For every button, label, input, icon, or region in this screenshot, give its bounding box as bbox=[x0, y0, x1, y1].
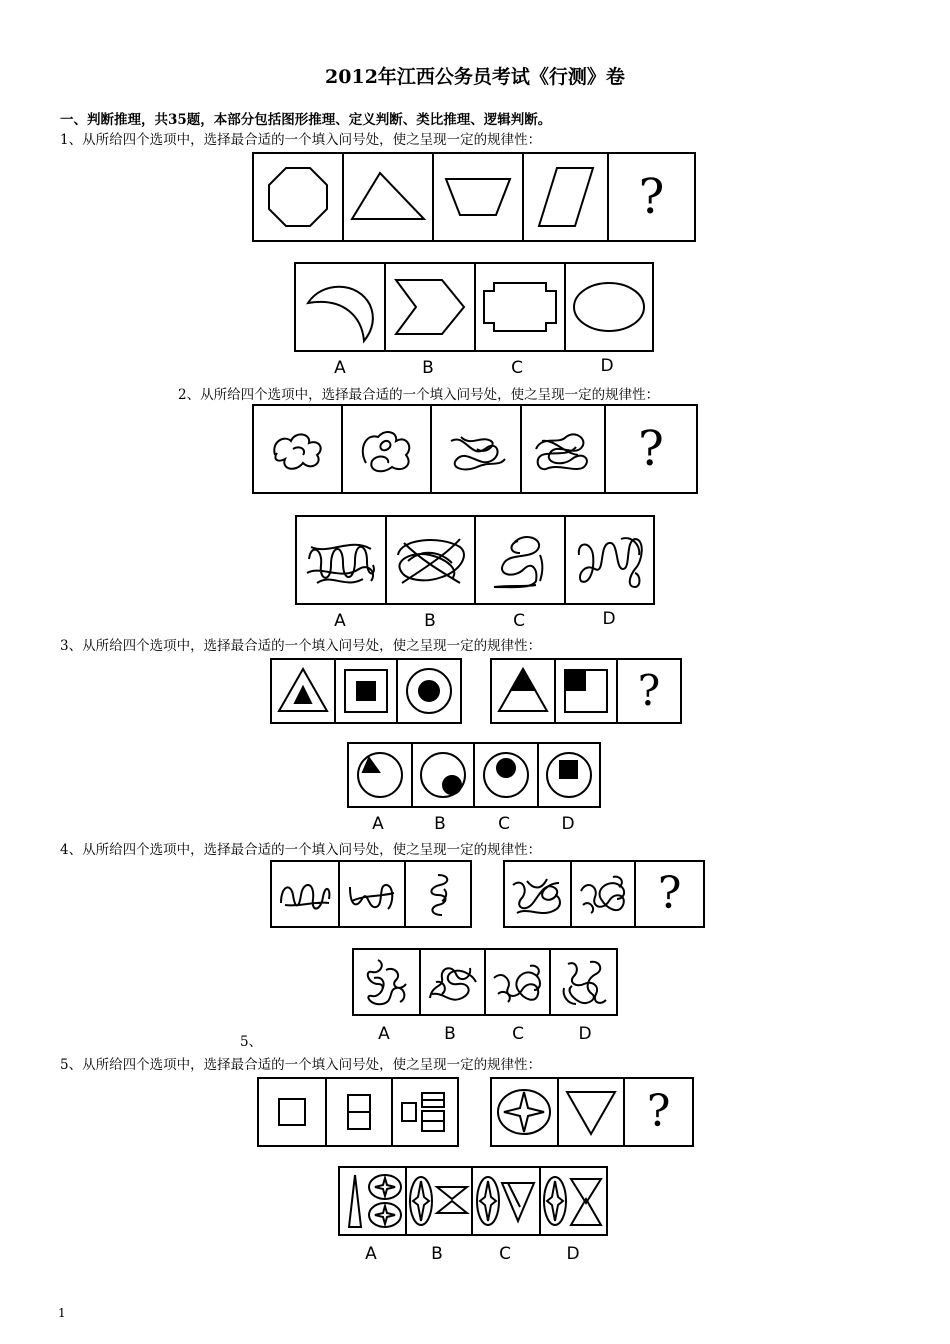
option-a-tangled-curve[interactable] bbox=[297, 517, 387, 603]
triangle-figure bbox=[344, 154, 434, 240]
option-a-crescent[interactable] bbox=[296, 264, 386, 350]
question-5-group-1 bbox=[257, 1077, 459, 1147]
option-c-tangled-curve[interactable] bbox=[476, 517, 566, 603]
option-a-label: A bbox=[365, 1244, 377, 1264]
option-d-circle-with-square[interactable] bbox=[539, 744, 599, 806]
question-mark-cell bbox=[606, 406, 696, 492]
question-5-options bbox=[338, 1166, 608, 1236]
option-d-label: D bbox=[602, 609, 616, 629]
curve-figure-1 bbox=[272, 862, 340, 926]
question-2-options bbox=[295, 515, 655, 605]
question-1-text: 1、从所给四个选项中，选择最合适的一个填入问号处，使之呈现一定的规律性： bbox=[60, 132, 542, 148]
option-a-tangled-curve[interactable] bbox=[354, 950, 421, 1014]
question-2-text: 2、从所给四个选项中，选择最合适的一个填入问号处，使之呈现一定的规律性： bbox=[178, 387, 660, 403]
mouth-character-figure bbox=[259, 1079, 327, 1145]
question-mark-cell bbox=[636, 862, 703, 926]
curve-figure-3 bbox=[432, 406, 521, 492]
question-4-options bbox=[352, 948, 618, 1016]
option-d-label: D bbox=[578, 1024, 592, 1044]
question-5-group-2 bbox=[490, 1077, 694, 1147]
question-mark: ? bbox=[638, 421, 664, 477]
option-c-tangled-curve[interactable] bbox=[486, 950, 551, 1014]
question-4-group-1 bbox=[270, 860, 472, 928]
curve-figure-3 bbox=[406, 862, 470, 926]
option-c-notched-rectangle[interactable] bbox=[476, 264, 566, 350]
question-2-sequence bbox=[252, 404, 698, 494]
option-b-circle-with-dot[interactable] bbox=[413, 744, 475, 806]
option-b-tangled-curve[interactable] bbox=[387, 517, 477, 603]
curve-figure-1 bbox=[254, 406, 343, 492]
stray-question-number: 5、 bbox=[240, 1034, 263, 1050]
option-b-figure[interactable] bbox=[407, 1168, 473, 1234]
question-3-options bbox=[347, 742, 601, 808]
question-mark: ? bbox=[646, 1086, 671, 1137]
parallelogram-figure bbox=[524, 154, 609, 240]
sing-character-figure bbox=[393, 1079, 457, 1145]
question-mark-cell bbox=[609, 154, 694, 240]
question-mark: ? bbox=[637, 666, 661, 715]
page-number: 1 bbox=[58, 1306, 66, 1320]
question-mark-cell bbox=[618, 660, 680, 722]
question-4-group-2 bbox=[503, 860, 705, 928]
triangle-corner-triangle-figure bbox=[492, 660, 556, 722]
option-b-label: B bbox=[422, 358, 434, 378]
option-b-label: B bbox=[431, 1244, 443, 1264]
option-a-circle-with-triangle[interactable] bbox=[349, 744, 413, 806]
option-b-tangled-curve[interactable] bbox=[421, 950, 486, 1014]
curve-figure-5 bbox=[572, 862, 637, 926]
option-c-label: C bbox=[512, 1024, 524, 1044]
option-d-tangled-curve[interactable] bbox=[566, 517, 654, 603]
option-c-label: C bbox=[498, 814, 510, 834]
question-1-sequence bbox=[252, 152, 696, 242]
question-3-text: 3、从所给四个选项中，选择最合适的一个填入问号处，使之呈现一定的规律性： bbox=[60, 638, 542, 654]
option-a-label: A bbox=[334, 358, 346, 378]
question-mark-cell bbox=[625, 1079, 692, 1145]
curve-figure-4 bbox=[522, 406, 606, 492]
curve-figure-4 bbox=[505, 862, 572, 926]
option-c-figure[interactable] bbox=[473, 1168, 540, 1234]
star-in-ellipse-figure bbox=[492, 1079, 559, 1145]
trapezoid-figure bbox=[434, 154, 524, 240]
octagon-figure bbox=[254, 154, 344, 240]
question-5-text: 5、从所给四个选项中，选择最合适的一个填入问号处，使之呈现一定的规律性： bbox=[60, 1057, 542, 1073]
section-heading: 一、判断推理，共35题，本部分包括图形推理、定义判断、类比推理、逻辑判断。 bbox=[60, 112, 552, 128]
question-4-text: 4、从所给四个选项中，选择最合适的一个填入问号处，使之呈现一定的规律性： bbox=[60, 842, 542, 858]
page-title: 2012年江西公务员考试《行测》卷 bbox=[325, 66, 625, 88]
option-d-label: D bbox=[561, 814, 575, 834]
option-d-tangled-curve[interactable] bbox=[551, 950, 616, 1014]
option-c-label: C bbox=[513, 611, 525, 631]
question-1-options bbox=[294, 262, 654, 352]
option-d-label: D bbox=[566, 1244, 580, 1264]
square-in-square-figure bbox=[336, 660, 398, 722]
square-corner-square-figure bbox=[556, 660, 618, 722]
option-d-figure[interactable] bbox=[541, 1168, 606, 1234]
option-a-label: A bbox=[334, 611, 346, 631]
option-c-circle-with-dot[interactable] bbox=[475, 744, 539, 806]
option-c-label: C bbox=[511, 358, 523, 378]
option-a-label: A bbox=[372, 814, 384, 834]
question-mark: ? bbox=[657, 868, 682, 919]
question-3-group-1 bbox=[270, 658, 462, 724]
sun-character-figure bbox=[327, 1079, 393, 1145]
inverted-triangle-figure bbox=[559, 1079, 626, 1145]
option-a-figure[interactable] bbox=[340, 1168, 407, 1234]
option-b-label: B bbox=[444, 1024, 456, 1044]
option-c-label: C bbox=[499, 1244, 511, 1264]
circle-in-circle-figure bbox=[398, 660, 460, 722]
option-b-label: B bbox=[434, 814, 446, 834]
option-d-label: D bbox=[600, 356, 614, 376]
curve-figure-2 bbox=[340, 862, 406, 926]
triangle-in-triangle-figure bbox=[272, 660, 336, 722]
option-a-label: A bbox=[378, 1024, 390, 1044]
option-b-label: B bbox=[424, 611, 436, 631]
question-mark: ? bbox=[638, 169, 665, 225]
option-b-chevron[interactable] bbox=[386, 264, 476, 350]
option-d-ellipse[interactable] bbox=[566, 264, 652, 350]
question-3-group-2 bbox=[490, 658, 682, 724]
curve-figure-2 bbox=[343, 406, 432, 492]
